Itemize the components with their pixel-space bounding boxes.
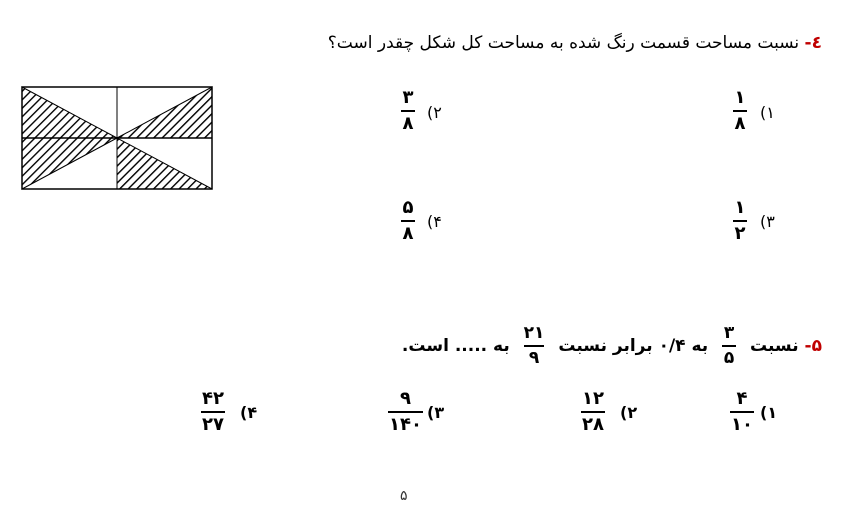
shaded-triangle (22, 138, 117, 189)
numerator: ۱ (734, 197, 746, 218)
q5-option-3-fraction[interactable] (388, 389, 423, 435)
fraction-bar (388, 411, 423, 413)
numerator: ۱۲ (582, 388, 604, 409)
q5-option-2-fraction[interactable] (581, 389, 605, 435)
q5-option-2-label[interactable]: ۲) (620, 403, 638, 422)
fraction-bar (722, 345, 736, 347)
question-4-number: ٤- (804, 33, 822, 53)
denominator: ۸ (734, 113, 746, 134)
q4-option-1-label[interactable]: ۱) (760, 103, 775, 122)
shaded-triangle (22, 87, 117, 138)
q4-option-3-fraction[interactable] (733, 198, 747, 244)
shaded-rectangle-figure (19, 85, 215, 192)
fraction-bar (401, 220, 415, 222)
q4-option-2-fraction[interactable] (401, 88, 415, 134)
question-5-fraction-1 (722, 324, 736, 368)
q5-option-4-label[interactable]: ۴) (240, 403, 258, 422)
question-5-fraction-2 (524, 324, 545, 368)
q5-option-1-fraction[interactable] (730, 389, 754, 435)
denominator: ۲۸ (582, 414, 604, 435)
q4-option-1-fraction[interactable] (733, 88, 747, 134)
numerator: ۱ (734, 87, 746, 108)
numerator: ۳ (723, 323, 735, 343)
numerator: ۴ (736, 388, 748, 409)
question-5-part3: به ..... است. (401, 336, 510, 356)
denominator: ۸ (402, 113, 414, 134)
page-number: ۵ (400, 488, 408, 504)
numerator: ۳ (402, 87, 414, 108)
denominator: ۱۴۰ (389, 414, 422, 435)
fraction-bar (733, 220, 747, 222)
fraction-bar (581, 411, 605, 413)
question-5-number: ۵- (804, 336, 822, 356)
numerator: ۵ (402, 197, 414, 218)
q4-option-4-label[interactable]: ۴) (427, 212, 442, 231)
numerator: ۴۲ (202, 388, 224, 409)
fraction-bar (201, 411, 225, 413)
denominator: ۹ (528, 348, 540, 368)
q5-option-4-fraction[interactable] (201, 389, 225, 435)
question-5-text (402, 324, 822, 368)
denominator: ۵ (723, 348, 735, 368)
q5-option-1-label[interactable]: ۱) (760, 403, 778, 422)
fraction-bar (733, 110, 747, 112)
denominator: ۸ (402, 223, 414, 244)
fraction-bar (730, 411, 754, 413)
denominator: ۲ (734, 223, 746, 244)
denominator: ۲۷ (202, 414, 224, 435)
question-4-prompt: نسبت مساحت قسمت رنگ شده به مساحت کل شکل چقدر است؟ (327, 33, 800, 53)
question-5-part2: به ۰/۴ برابر نسبت (558, 336, 709, 356)
fraction-bar (524, 345, 545, 347)
shaded-triangle (117, 87, 212, 138)
shaded-triangle (117, 138, 212, 189)
q4-option-4-fraction[interactable] (401, 198, 415, 244)
question-5-part1: نسبت (750, 336, 799, 356)
q4-option-2-label[interactable]: ۲) (427, 103, 442, 122)
denominator: ۱۰ (731, 414, 753, 435)
question-4-text (328, 33, 822, 53)
q5-option-3-label[interactable]: ۳) (427, 403, 445, 422)
numerator: ۹ (399, 388, 411, 409)
q4-option-3-label[interactable]: ۳) (760, 212, 775, 231)
fraction-bar (401, 110, 415, 112)
numerator: ۲۱ (523, 323, 545, 343)
